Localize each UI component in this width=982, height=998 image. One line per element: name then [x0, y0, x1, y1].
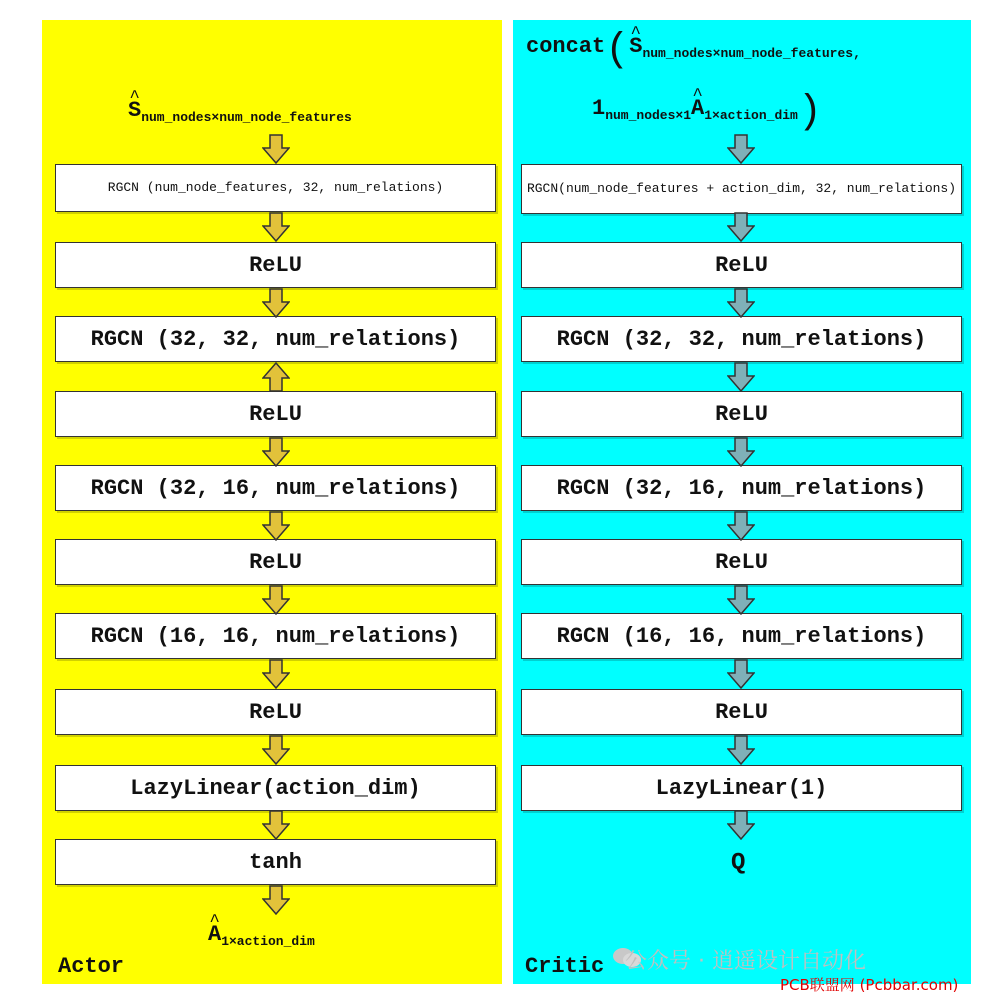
- critic-lazylinear: LazyLinear(1): [521, 765, 962, 811]
- actor-relu-3: ReLU: [55, 539, 496, 585]
- critic-arrow-down-icon: [727, 288, 755, 318]
- actor-rgcn-layer-1: RGCN (num_node_features, 32, num_relations): [55, 164, 496, 212]
- critic-arrow-down-icon: [727, 810, 755, 840]
- actor-arrow-down-icon: [262, 288, 290, 318]
- critic-output-q: Q: [731, 850, 746, 877]
- actor-arrow-down-icon: [262, 885, 290, 915]
- actor-relu-1: ReLU: [55, 242, 496, 288]
- actor-arrow-down-icon: [262, 437, 290, 467]
- critic-arrow-down-icon: [727, 659, 755, 689]
- critic-arrow-down-icon: [727, 735, 755, 765]
- critic-rgcn-layer-4: RGCN (16, 16, num_relations): [521, 613, 962, 659]
- actor-title: Actor: [58, 954, 125, 979]
- actor-tanh: tanh: [55, 839, 496, 885]
- actor-arrow-up-icon: [262, 362, 290, 392]
- actor-rgcn-layer-2: RGCN (32, 32, num_relations): [55, 316, 496, 362]
- actor-rgcn-layer-3: RGCN (32, 16, num_relations): [55, 465, 496, 511]
- critic-relu-4: ReLU: [521, 689, 962, 735]
- actor-input-symbol: ^ $S_{num\_nodes\times num\_node\_features}$: [128, 98, 352, 125]
- actor-arrow-down-icon: [262, 585, 290, 615]
- actor-arrow-down-icon: [262, 810, 290, 840]
- actor-relu-2: ReLU: [55, 391, 496, 437]
- critic-relu-1: ReLU: [521, 242, 962, 288]
- actor-arrow-down-icon: [262, 212, 290, 242]
- actor-rgcn-layer-4: RGCN (16, 16, num_relations): [55, 613, 496, 659]
- critic-input-line-2: $1_{num\_nodes\times 1}\^{}$ $A_{1\times action\_dim}$): [592, 90, 822, 135]
- critic-arrow-down-icon: [727, 362, 755, 392]
- critic-arrow-down-icon: [727, 437, 755, 467]
- critic-relu-2: ReLU: [521, 391, 962, 437]
- actor-relu-4: ReLU: [55, 689, 496, 735]
- critic-input-line-1: concat(^ $S_{num\_nodes\times num\_node\_features,}$: [526, 28, 861, 73]
- critic-title: Critic: [525, 954, 605, 979]
- watermark-text: 公众号 · 逍遥设计自动化: [625, 949, 866, 974]
- actor-output-symbol: ^ $A_{1\times action\_dim}$: [208, 922, 315, 949]
- critic-rgcn-layer-2: RGCN (32, 32, num_relations): [521, 316, 962, 362]
- actor-arrow-down-icon: [262, 511, 290, 541]
- critic-rgcn-layer-1: RGCN(num_node_features + action_dim, 32, num_relations): [521, 164, 962, 214]
- actor-arrow-down-icon: [262, 735, 290, 765]
- critic-arrow-down-icon: [727, 212, 755, 242]
- actor-lazylinear: LazyLinear(action_dim): [55, 765, 496, 811]
- actor-arrow-down-icon: [262, 659, 290, 689]
- site-watermark: PCB联盟网 (Pcbbar.com): [780, 976, 959, 994]
- critic-arrow-down-icon: [727, 585, 755, 615]
- actor-arrow-down-icon: [262, 134, 290, 164]
- critic-arrow-down-icon: [727, 134, 755, 164]
- critic-relu-3: ReLU: [521, 539, 962, 585]
- critic-arrow-down-icon: [727, 511, 755, 541]
- critic-rgcn-layer-3: RGCN (32, 16, num_relations): [521, 465, 962, 511]
